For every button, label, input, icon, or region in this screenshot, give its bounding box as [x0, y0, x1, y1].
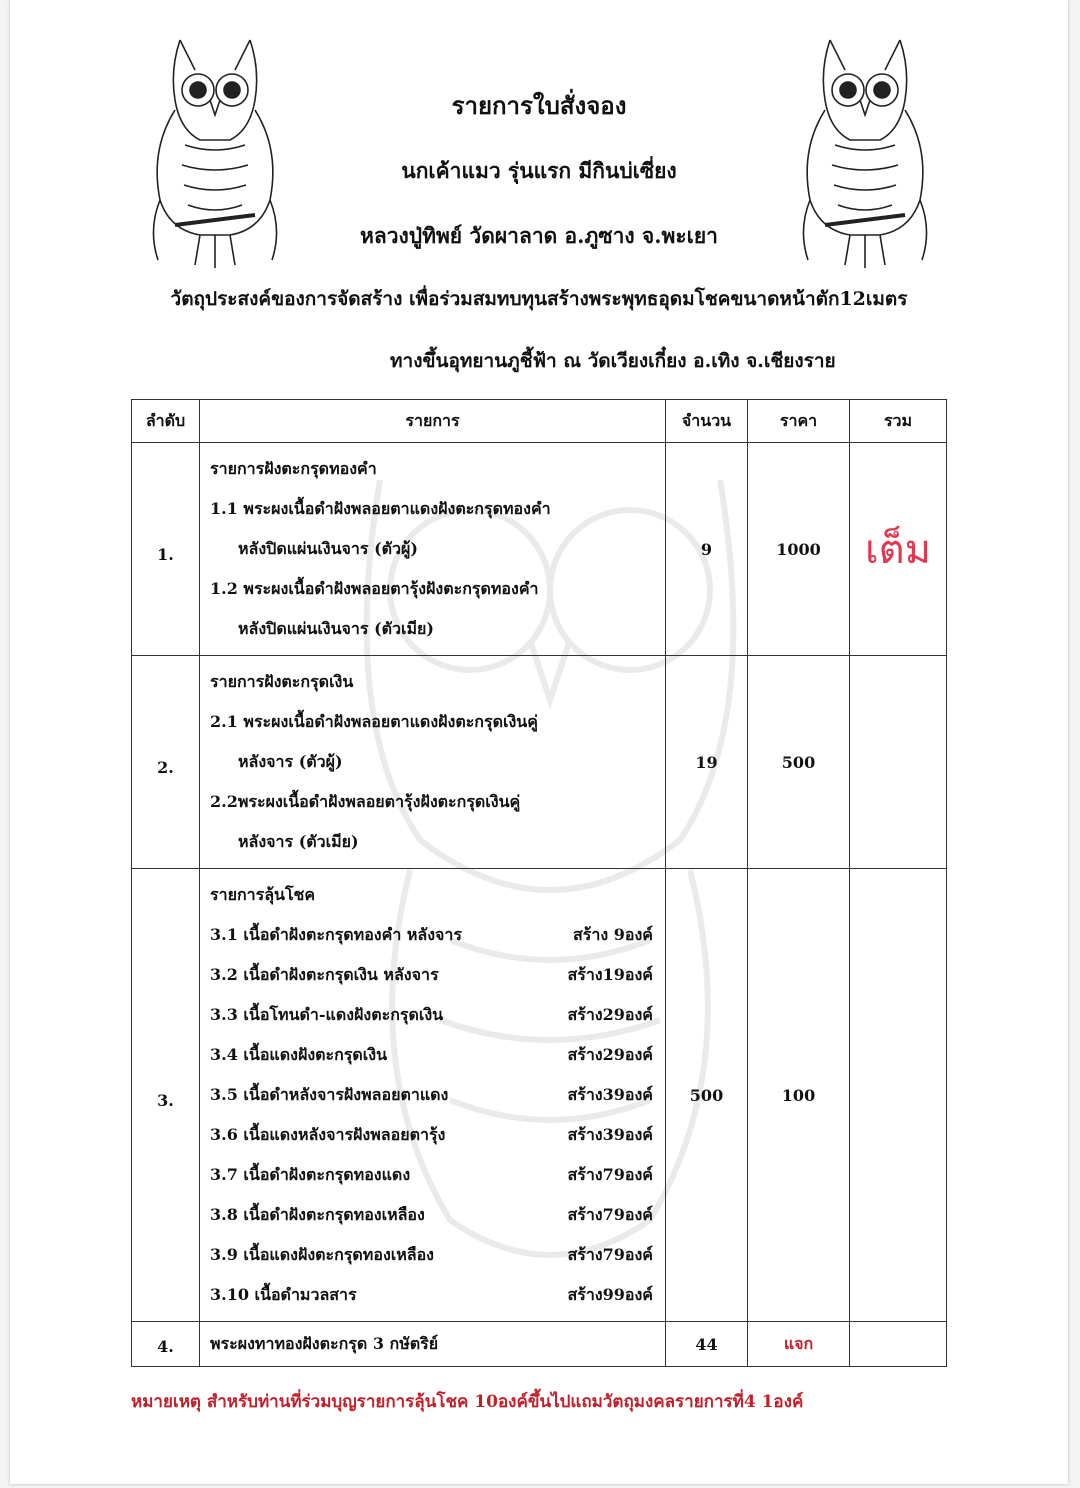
document-monk-line: หลวงปู่ทิพย์ วัดผาลาด อ.ภูซาง จ.พะเยา [360, 223, 718, 248]
table-row [132, 869, 947, 1322]
document-page [10, 0, 1068, 1484]
table-row [132, 1322, 947, 1367]
table-header-row [132, 400, 947, 443]
lottery-item-count: สร้าง29องค์ [567, 1045, 653, 1064]
lottery-item-name: 3.1 เนื้อดำฝังตะกรุดทองคำ หลังจาร [210, 925, 462, 944]
row-price-free: แจก [748, 1322, 850, 1367]
lottery-item [210, 1195, 657, 1235]
lottery-item-count: สร้าง79องค์ [567, 1165, 653, 1184]
row-qty: 9 [666, 443, 748, 656]
row-qty: 19 [666, 656, 748, 869]
row-number: 3. [132, 869, 200, 1322]
lottery-item-count: สร้าง99องค์ [567, 1285, 653, 1304]
remark-note: หมายเหตุ สำหรับท่านที่ร่วมบุญรายการลุ้นโชค 10องค์ขึ้นไปแถมวัตถุมงคลรายการที่4 1องค์ [131, 1392, 804, 1412]
item-line: 1.1 พระผงเนื้อดำฝังพลอยตาแดงฝังตะกรุดทองคำ [210, 499, 551, 518]
row-title: รายการลุ้นโชค [210, 885, 316, 904]
row-title: พระผงทาทองฝังตะกรุด 3 กษัตริย์ [210, 1334, 439, 1353]
row-items [200, 1322, 666, 1367]
lottery-item-count: สร้าง39องค์ [567, 1125, 653, 1144]
lottery-item-name: 3.8 เนื้อดำฝังตะกรุดทองเหลือง [210, 1205, 425, 1224]
row-total [850, 869, 947, 1322]
item-line: หลังปิดแผ่นเงินจาร (ตัวเมีย) [238, 619, 434, 638]
location-line: ทางขึ้นอุทยานภูชี้ฟ้า ณ วัดเวียงเกี๋ยง อ.เทิง จ.เชียงราย [390, 350, 836, 372]
lottery-item [210, 1075, 657, 1115]
row-price: 500 [748, 656, 850, 869]
row-qty: 44 [666, 1322, 748, 1367]
order-table [131, 399, 947, 1367]
row-total [850, 656, 947, 869]
lottery-item-count: สร้าง 9องค์ [573, 925, 653, 944]
lottery-item-count: สร้าง29องค์ [567, 1005, 653, 1024]
lottery-item-count: สร้าง19องค์ [567, 965, 653, 984]
row-number: 1. [132, 443, 200, 656]
row-items [200, 869, 666, 1322]
row-items [200, 443, 666, 656]
lottery-item-name: 3.6 เนื้อแดงหลังจารฝังพลอยตารุ้ง [210, 1125, 446, 1144]
item-line: 2.1 พระผงเนื้อดำฝังพลอยตาแดงฝังตะกรุดเงินคู่ [210, 712, 538, 731]
document-subtitle: นกเค้าแมว รุ่นแรก มีกินบ่เซี่ยง [401, 158, 677, 183]
lottery-item-name: 3.5 เนื้อดำหลังจารฝังพลอยตาแดง [210, 1085, 449, 1104]
item-line: 2.2พระผงเนื้อดำฝังพลอยตารุ้งฝังตะกรุดเงินคู่ [210, 792, 521, 811]
row-title: รายการฝังตะกรุดเงิน [210, 672, 354, 691]
lottery-item-name: 3.7 เนื้อดำฝังตะกรุดทองแดง [210, 1165, 411, 1184]
header-price: ราคา [748, 400, 850, 443]
row-items [200, 656, 666, 869]
header-total: รวม [850, 400, 947, 443]
header-no: ลำดับ [132, 400, 200, 443]
document-title: รายการใบสั่งจอง [451, 91, 627, 120]
header-qty: จำนวน [666, 400, 748, 443]
lottery-item [210, 1155, 657, 1195]
lottery-item [210, 995, 657, 1035]
sold-out-mark: เต็ม [850, 443, 947, 656]
row-number: 2. [132, 656, 200, 869]
lottery-item-count: สร้าง79องค์ [567, 1245, 653, 1264]
header-item: รายการ [200, 400, 666, 443]
lottery-item-name: 3.2 เนื้อดำฝังตะกรุดเงิน หลังจาร [210, 965, 439, 984]
lottery-item-name: 3.10 เนื้อดำมวลสาร [210, 1285, 357, 1304]
lottery-item [210, 915, 657, 955]
lottery-item [210, 1235, 657, 1275]
row-price: 1000 [748, 443, 850, 656]
row-qty: 500 [666, 869, 748, 1322]
lottery-item [210, 955, 657, 995]
lottery-item-name: 3.4 เนื้อแดงฝังตะกรุดเงิน [210, 1045, 387, 1064]
purpose-line: วัตถุประสงค์ของการจัดสร้าง เพื่อร่วมสมทบทุนสร้างพระพุทธอุดมโชคขนาดหน้าตัก12เมตร [170, 288, 908, 310]
table-row [132, 443, 947, 656]
lottery-item-count: สร้าง79องค์ [567, 1205, 653, 1224]
row-total [850, 1322, 947, 1367]
lottery-item-count: สร้าง39องค์ [567, 1085, 653, 1104]
item-line: หลังปิดแผ่นเงินจาร (ตัวผู้) [238, 539, 418, 558]
row-number: 4. [132, 1322, 200, 1367]
lottery-item [210, 1035, 657, 1075]
lottery-item-name: 3.3 เนื้อโทนดำ-แดงฝังตะกรุดเงิน [210, 1005, 444, 1024]
lottery-item [210, 1115, 657, 1155]
item-line: หลังจาร (ตัวผู้) [238, 752, 343, 771]
lottery-item [210, 1275, 657, 1315]
row-title: รายการฝังตะกรุดทองคำ [210, 459, 377, 478]
lottery-item-name: 3.9 เนื้อแดงฝังตะกรุดทองเหลือง [210, 1245, 434, 1264]
item-line: หลังจาร (ตัวเมีย) [238, 832, 359, 851]
row-price: 100 [748, 869, 850, 1322]
table-row [132, 656, 947, 869]
item-line: 1.2 พระผงเนื้อดำฝังพลอยตารุ้งฝังตะกรุดทองคำ [210, 579, 539, 598]
